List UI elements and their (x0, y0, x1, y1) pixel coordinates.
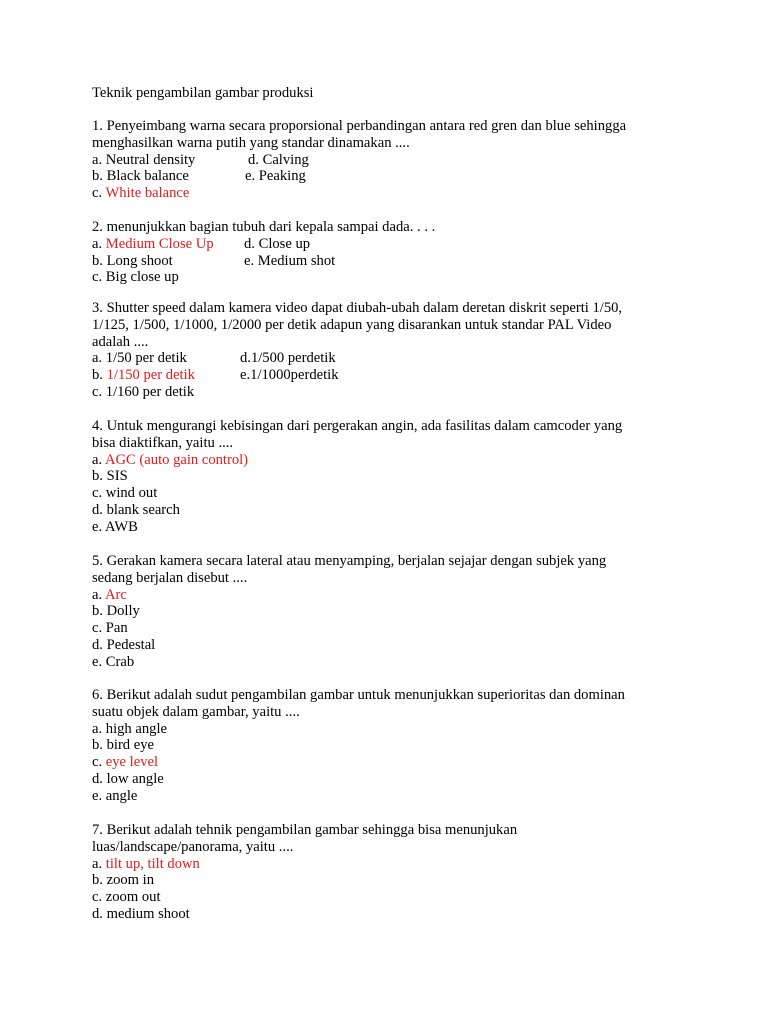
option-text: Crab (105, 653, 135, 670)
question-1 (92, 118, 692, 202)
option-row (92, 906, 692, 923)
question-text: 1/125, 1/500, 1/1000, 1/2000 per detik adapun yang disarankan untuk standar PAL Video (92, 316, 612, 333)
option-row (92, 468, 692, 485)
option-a: a. (92, 350, 106, 367)
option-row (92, 502, 692, 519)
option-text: Black balance (106, 168, 189, 185)
option-c: c. (92, 269, 106, 286)
option-row (92, 452, 692, 469)
option-text: Neutral density (105, 151, 196, 168)
question-text: menghasilkan warna putih yang standar dinamakan .... (92, 134, 410, 151)
option-row (92, 168, 692, 185)
option-text: 1/160 per detik (105, 383, 195, 400)
option-row (92, 872, 692, 889)
question-7 (92, 822, 692, 923)
option-c: c. (92, 754, 106, 771)
option-d: d.1/500 perdetik (240, 350, 336, 367)
option-row (92, 350, 692, 367)
option-text: Pedestal (106, 636, 156, 653)
option-text: zoom in (106, 872, 155, 889)
correct-answer: AGC (auto gain control) (104, 451, 249, 468)
question-text: suatu objek dalam gambar, yaitu .... (92, 703, 300, 720)
option-row (92, 367, 692, 384)
question-text: adalah .... (92, 333, 149, 350)
option-text: blank search (106, 501, 180, 518)
option-row (92, 185, 692, 202)
option-a: a. (92, 586, 105, 603)
option-e: e. Peaking (245, 168, 306, 185)
document-title: Teknik pengambilan gambar produksi (92, 85, 314, 101)
option-row (92, 269, 692, 286)
option-e: e.1/1000perdetik (240, 367, 339, 384)
option-b: b. (92, 168, 107, 185)
option-text: medium shoot (106, 905, 190, 922)
question-2 (92, 219, 692, 286)
option-b: b. (92, 737, 107, 754)
option-d: d. (92, 770, 107, 787)
option-b: b. (92, 603, 107, 620)
option-text: Pan (105, 620, 128, 637)
correct-answer: White balance (105, 185, 190, 202)
option-text: Big close up (105, 269, 179, 286)
option-c: c. (92, 383, 106, 400)
option-row (92, 152, 692, 169)
option-row (92, 620, 692, 637)
option-c: c. (92, 185, 106, 202)
option-c: c. (92, 620, 106, 637)
option-row (92, 253, 692, 270)
option-text: bird eye (106, 737, 155, 754)
option-a: a. (92, 720, 106, 737)
correct-answer: 1/150 per detik (106, 367, 195, 384)
correct-answer: eye level (105, 754, 159, 771)
option-row (92, 519, 692, 536)
option-text: Close up (258, 235, 311, 252)
option-row (92, 603, 692, 620)
option-a: a. (92, 855, 106, 872)
option-row (92, 721, 692, 738)
option-row (92, 754, 692, 771)
option-row (92, 236, 692, 253)
question-text: 3. Shutter speed dalam kamera video dapat diubah-ubah dalam deretan diskrit seperti 1/50, (92, 300, 623, 316)
option-b: b. (92, 872, 107, 889)
question-text: sedang berjalan disebut .... (92, 569, 248, 586)
option-text: wind out (105, 485, 158, 502)
question-4 (92, 418, 692, 536)
option-row (92, 889, 692, 906)
correct-answer: tilt up, tilt down (105, 855, 200, 872)
option-row (92, 737, 692, 754)
option-a: a. (92, 235, 106, 252)
option-c: c. (92, 485, 106, 502)
option-text: high angle (105, 720, 167, 737)
question-text: 6. Berikut adalah sudut pengambilan gambar untuk menunjukkan superioritas dan dominan (92, 687, 625, 703)
option-text: SIS (106, 468, 128, 485)
option-b: b. (92, 252, 107, 269)
option-row (92, 637, 692, 654)
option-text: 1/50 per detik (105, 350, 187, 367)
correct-answer: Arc (104, 586, 127, 603)
option-a: a. (92, 151, 106, 168)
option-text: Medium shot (257, 252, 336, 269)
option-text: Calving (262, 151, 309, 168)
option-row (92, 654, 692, 671)
question-text: 7. Berikut adalah tehnik pengambilan gambar sehingga bisa menunjukan (92, 822, 518, 838)
option-b: b. (92, 367, 107, 384)
option-text: angle (105, 787, 138, 804)
option-text: AWB (104, 518, 138, 535)
option-text: 1/500 perdetik (250, 350, 336, 367)
option-d: d. (92, 905, 107, 922)
option-row (92, 485, 692, 502)
option-text: Long shoot (106, 252, 173, 269)
option-d: d. Calving (248, 151, 309, 168)
option-d: d. (92, 501, 107, 518)
question-6 (92, 687, 692, 805)
option-d: d. (92, 636, 107, 653)
question-text: 4. Untuk mengurangi kebisingan dari pergerakan angin, ada fasilitas dalam camcoder yang (92, 418, 623, 434)
question-text: 2. menunjukkan bagian tubuh dari kepala sampai dada. . . . (92, 219, 436, 235)
option-e: e. (92, 518, 105, 535)
option-row (92, 771, 692, 788)
question-text: luas/landscape/panorama, yaitu .... (92, 838, 294, 855)
option-row (92, 587, 692, 604)
option-e: e. (92, 653, 106, 670)
question-5 (92, 553, 692, 671)
option-text: Dolly (106, 603, 140, 620)
option-a: a. (92, 451, 105, 468)
option-b: b. (92, 468, 107, 485)
option-row (92, 384, 692, 401)
option-text: low angle (106, 770, 164, 787)
question-3 (92, 300, 692, 401)
option-text: Peaking (258, 168, 306, 185)
option-e: e. (92, 787, 106, 804)
option-text: 1/1000perdetik (250, 367, 339, 384)
option-e: e. Medium shot (244, 252, 336, 269)
option-row (92, 856, 692, 873)
question-text: 5. Gerakan kamera secara lateral atau menyamping, berjalan sejajar dengan subjek yang (92, 553, 607, 569)
question-text: 1. Penyeimbang warna secara proporsional perbandingan antara red gren dan blue sehingga (92, 118, 627, 134)
option-row (92, 788, 692, 805)
correct-answer: Medium Close Up (105, 235, 214, 252)
option-d: d. Close up (244, 235, 311, 252)
question-text: bisa diaktifkan, yaitu .... (92, 434, 234, 451)
option-text: zoom out (105, 889, 161, 906)
option-c: c. (92, 889, 106, 906)
